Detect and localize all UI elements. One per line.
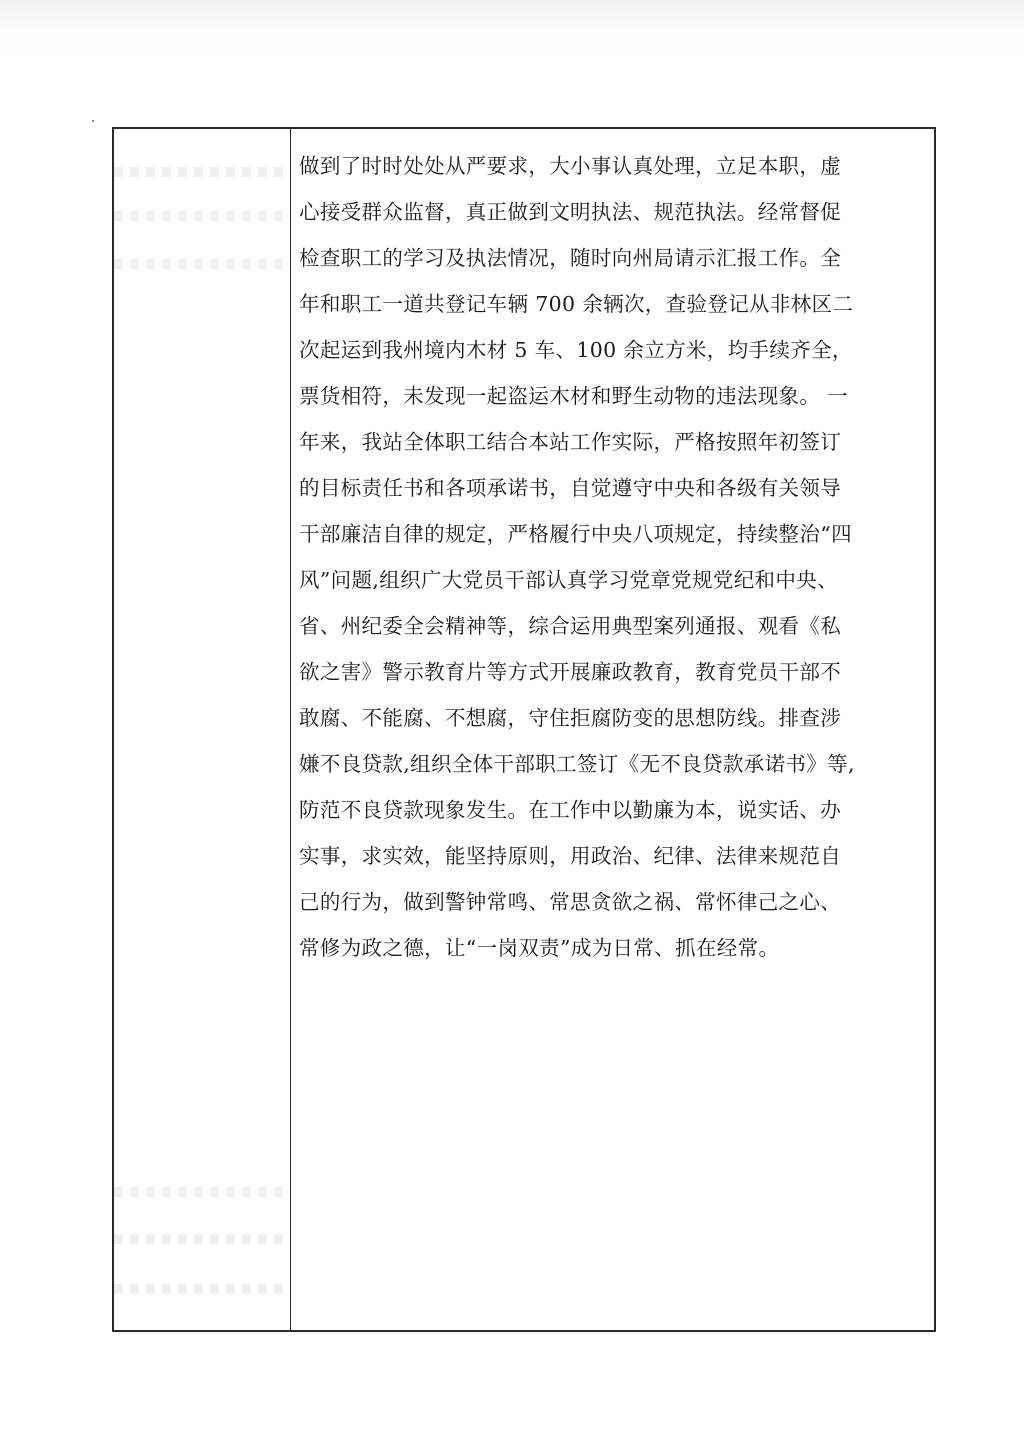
text-line: 年来，我站全体职工结合本站工作实际，严格按照年初签订 [299, 430, 842, 454]
text-line: 风”问题,组织广大党员干部认真学习党章党规党纪和中央、 [299, 568, 838, 592]
bleed-through-mark [114, 259, 290, 269]
body-paragraph [299, 143, 931, 971]
text-line: 心接受群众监督，真正做到文明执法、规范执法。经常督促 [299, 200, 842, 224]
label-cell [114, 129, 291, 1330]
text-line: 干部廉洁自律的规定，严格履行中央八项规定，持续整治“四 [299, 522, 852, 546]
bleed-through-mark [114, 211, 290, 221]
text-line: 常修为政之德，让“一岗双责”成为日常、抓在经常。 [299, 936, 780, 960]
text-line: 敢腐、不能腐、不想腐，守住拒腐防变的思想防线。排查涉 [299, 706, 842, 730]
text-line: 次起运到我州境内木材 5 车、100 余立方米，均手续齐全， [299, 338, 853, 362]
bleed-through-mark [114, 1187, 290, 1197]
bleed-through-mark [114, 167, 290, 177]
form-table [112, 127, 936, 1332]
text-line: 欲之害》警示教育片等方式开展廉政教育，教育党员干部不 [299, 660, 842, 684]
text-line: 己的行为，做到警钟常鸣、常思贪欲之祸、常怀律己之心、 [299, 890, 842, 914]
text-line: 检查职工的学习及执法情况，随时向州局请示汇报工作。全 [299, 246, 842, 270]
text-line: 防范不良贷款现象发生。在工作中以勤廉为本，说实话、办 [299, 798, 842, 822]
content-cell [293, 129, 934, 1330]
bleed-through-mark [114, 1234, 290, 1244]
text-line: 票货相符，未发现一起盗运木材和野生动物的违法现象。 一 [299, 384, 848, 408]
text-line: 省、州纪委全会精神等，综合运用典型案列通报、观看《私 [299, 614, 842, 638]
text-line: 嫌不良贷款,组织全体干部职工签订《无不良贷款承诺书》等, [299, 752, 855, 776]
bleed-through-mark [114, 1284, 290, 1294]
text-line: 年和职工一道共登记车辆 700 余辆次，查验登记从非林区二 [299, 292, 854, 316]
text-line: 实事，求实效，能坚持原则，用政治、纪律、法律来规范自 [299, 844, 842, 868]
text-line: 做到了时时处处从严要求，大小事认真处理，立足本职，虚 [299, 154, 842, 178]
scan-mark [92, 120, 94, 122]
text-line: 的目标责任书和各项承诺书，自觉遵守中央和各级有关领导 [299, 476, 842, 500]
